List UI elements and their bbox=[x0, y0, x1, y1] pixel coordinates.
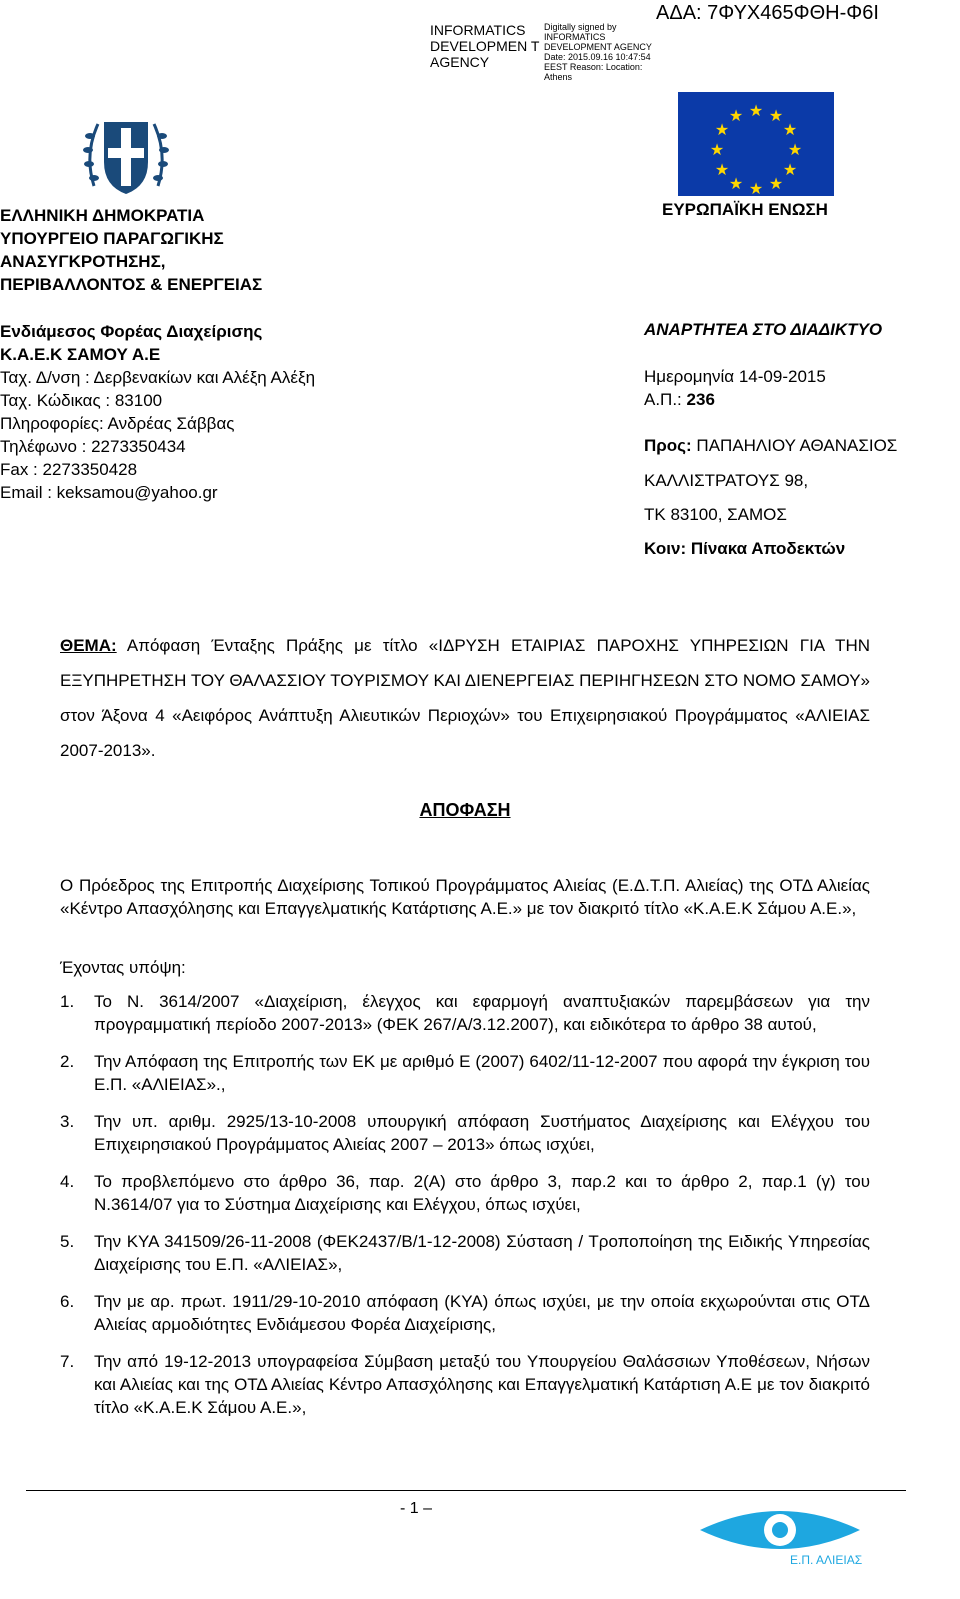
recipient-address-1: ΚΑΛΛΙΣΤΡΑΤΟΥΣ 98, bbox=[644, 471, 809, 490]
list-item-text: Την ΚΥΑ 341509/26-11-2008 (ΦΕΚ2437/Β/1-12-2008) Σύσταση / Τροποποίηση της Ειδικής Υπηρεσίας Διαχείρισης του Ε.Π. «ΑΛΙΕΙΑΣ», bbox=[94, 1232, 870, 1274]
body-email: Email : keksamou@yahoo.gr bbox=[0, 483, 218, 502]
issuer-line-4: ΠΕΡΙΒΑΛΛΟΝΤΟΣ & ΕΝΕΡΓΕΙΑΣ bbox=[0, 275, 263, 294]
list-item-text: Το προβλεπόμενο στο άρθρο 36, παρ. 2(Α) στο άρθρο 3, παρ.2 και το άρθρο 2, παρ.1 (γ) του Ν.3614/07 για το Σύστημα Διαχείρισης και Ελέγχου, όπως ισχύει, bbox=[94, 1172, 870, 1214]
list-item-text: Την με αρ. πρωτ. 1911/29-10-2010 απόφαση (ΚΥΑ) όπως ισχύει, με την οποία εκχωρούνται στις ΟΤΔ Αλιείας αρμοδιότητες Ενδιάμεσου Φορέα Διαχείρισης, bbox=[94, 1292, 870, 1334]
body-postal-code: Ταχ. Κώδικας : 83100 bbox=[0, 391, 163, 410]
issuer-line-2: ΥΠΟΥΡΓΕΙΟ ΠΑΡΑΓΩΓΙΚΗΣ bbox=[0, 229, 224, 248]
list-item-text: Το Ν. 3614/2007 «Διαχείριση, έλεγχος και εφαρμογή αναπτυξιακών παρεμβάσεων για την προγραμματική περίοδο 2007-2013» (ΦΕΚ 267/Α/3.12.2007), και ειδικότερα το άρθρο 38 αυτού, bbox=[94, 992, 870, 1034]
decision-intro: Ο Πρόεδρος της Επιτροπής Διαχείρισης Τοπικού Προγράμματος Αλιείας (Ε.Δ.Τ.Π. Αλιείας) της ΟΤΔ Αλιείας «Κέντρο Απασχόλησης και Επαγγελματικής Κατάρτισης Α.Ε.» με τον διακριτό τίτλο «Κ.Α.Ε.Κ Σάμου Α.Ε.», bbox=[60, 876, 870, 918]
list-item-number: 2. bbox=[60, 1052, 75, 1071]
list-item bbox=[60, 1290, 870, 1336]
svg-text:★: ★ bbox=[714, 120, 730, 139]
eu-title: ΕΥΡΩΠΑΪΚΗ ΕΝΩΣΗ bbox=[662, 200, 828, 219]
body-address: Ταχ. Δ/νση : Δερβενακίων και Αλέξη Αλέξη bbox=[0, 368, 316, 387]
list-item bbox=[60, 1110, 870, 1156]
ada-code: ΑΔΑ: 7ΦΥΧ465ΦΘΗ-Φ6Ι bbox=[656, 2, 879, 24]
svg-text:★: ★ bbox=[768, 174, 784, 193]
svg-text:★: ★ bbox=[787, 140, 803, 159]
ep-alieias-logo-icon bbox=[690, 1500, 870, 1570]
considering-heading: Έχοντας υπόψη: bbox=[60, 958, 186, 977]
protocol-label: Α.Π.: bbox=[644, 390, 682, 409]
list-item-number: 6. bbox=[60, 1292, 75, 1311]
subject-text: Απόφαση Ένταξης Πράξης με τίτλο «ΙΔΡΥΣΗ ΕΤΑΙΡΙΑΣ ΠΑΡΟΧΗΣ ΥΠΗΡΕΣΙΩΝ ΓΙΑ ΤΗΝ ΕΞΥΠΗΡΕΤΗΣΗ ΤΟΥ ΘΑΛΑΣΣΙΟΥ ΤΟΥΡΙΣΜΟΥ ΚΑΙ ΔΙΕΝΕΡΓΕΙΑΣ ΠΕΡΙΗΓΗΣΕΩΝ ΣΤΟ ΝΟΜΟ ΣΑΜΟΥ» στον Άξονα 4 «Αειφόρος Ανάπτυξη Αλιευτικών Περιοχών» του Επιχειρησιακού Προγράμματος «ΑΛΙΕΙΑΣ 2007-2013». bbox=[60, 636, 870, 760]
post-online-notice: ΑΝΑΡΤΗΤΕΑ ΣΤΟ ΔΙΑΔΙΚΤΥΟ bbox=[644, 320, 883, 339]
list-item-number: 7. bbox=[60, 1352, 75, 1371]
footer-divider bbox=[26, 1490, 906, 1491]
svg-text:★: ★ bbox=[768, 106, 784, 125]
protocol-value: 236 bbox=[686, 390, 715, 409]
subject bbox=[60, 628, 870, 768]
list-item-text: Την Απόφαση της Επιτροπής των ΕΚ με αριθμό Ε (2007) 6402/11-12-2007 που αφορά την έγκριση του Ε.Π. «ΑΛΙΕΙΑΣ»., bbox=[94, 1052, 870, 1094]
issuer-line-1: ΕΛΛΗΝΙΚΗ ΔΗΜΟΚΡΑΤΙΑ bbox=[0, 206, 205, 225]
body-phone: Τηλέφωνο : 2273350434 bbox=[0, 437, 186, 456]
body-fax: Fax : 2273350428 bbox=[0, 460, 138, 479]
document-date: Ημερομηνία 14-09-2015 bbox=[644, 367, 826, 386]
svg-text:★: ★ bbox=[782, 120, 798, 139]
body-contact-person: Πληροφορίες: Ανδρέας Σάββας bbox=[0, 414, 235, 433]
list-item bbox=[60, 1230, 870, 1276]
logo-caption: Ε.Π. ΑΛΙΕΙΑΣ bbox=[790, 1553, 863, 1567]
svg-text:★: ★ bbox=[709, 140, 725, 159]
recipient-name: ΠΑΠΑΗΛΙΟΥ ΑΘΑΝΑΣΙΟΣ bbox=[696, 436, 898, 455]
protocol-number bbox=[644, 390, 715, 410]
list-item-number: 1. bbox=[60, 992, 75, 1011]
list-item-text: Την από 19-12-2013 υπογραφείσα Σύμβαση μεταξύ του Υπουργείου Θαλάσσιων Υποθέσεων, Νήσων και Αλιείας και της ΟΤΔ Αλιείας Κέντρο Απασχόλησης και Επαγγελματική Κατάρτιση Α.Ε με τον διακριτό τίτλο «Κ.Α.Ε.Κ Σάμου Α.Ε.», bbox=[94, 1352, 870, 1417]
subject-label: ΘΕΜΑ: bbox=[60, 636, 117, 655]
list-item bbox=[60, 1170, 870, 1216]
eu-flag-icon bbox=[678, 92, 834, 196]
body-name-1: Ενδιάμεσος Φορέας Διαχείρισης bbox=[0, 322, 263, 341]
cc-list: Κοιν: Πίνακα Αποδεκτών bbox=[644, 539, 846, 558]
recipient-label: Προς: bbox=[644, 436, 692, 455]
considerations-list bbox=[60, 990, 870, 1433]
svg-text:★: ★ bbox=[748, 101, 764, 120]
svg-text:★: ★ bbox=[728, 174, 744, 193]
body-name-2: Κ.Α.Ε.Κ ΣΑΜΟΥ Α.Ε bbox=[0, 345, 161, 364]
svg-text:★: ★ bbox=[714, 160, 730, 179]
svg-text:★: ★ bbox=[782, 160, 798, 179]
issuer-line-3: ΑΝΑΣΥΓΚΡΟΤΗΣΗΣ, bbox=[0, 252, 166, 271]
svg-text:★: ★ bbox=[748, 179, 764, 196]
list-item bbox=[60, 1050, 870, 1096]
greek-coat-of-arms-icon bbox=[80, 106, 172, 202]
signature-details: Digitally signed by INFORMATICS DEVELOPMENT AGENCY Date: 2015.09.16 10:47:54 EEST Reason: Location: Athens bbox=[544, 22, 652, 82]
list-item bbox=[60, 990, 870, 1036]
list-item-number: 4. bbox=[60, 1172, 75, 1191]
list-item bbox=[60, 1350, 870, 1419]
list-item-number: 3. bbox=[60, 1112, 75, 1131]
recipient bbox=[644, 436, 897, 456]
recipient-address-2: ΤΚ 83100, ΣΑΜΟΣ bbox=[644, 505, 787, 524]
page-number: - 1 – bbox=[400, 1500, 433, 1517]
signature-org: INFORMATICS DEVELOPMEN T AGENCY bbox=[430, 22, 540, 70]
list-item-number: 5. bbox=[60, 1232, 75, 1251]
list-item-text: Την υπ. αριθμ. 2925/13-10-2008 υπουργική απόφαση Συστήματος Διαχείρισης και Ελέγχου του Επιχειρησιακού Προγράμματος Αλιείας 2007 – 2013» όπως ισχύει, bbox=[94, 1112, 870, 1154]
decision-title: ΑΠΟΦΑΣΗ bbox=[419, 800, 511, 820]
svg-text:★: ★ bbox=[728, 106, 744, 125]
